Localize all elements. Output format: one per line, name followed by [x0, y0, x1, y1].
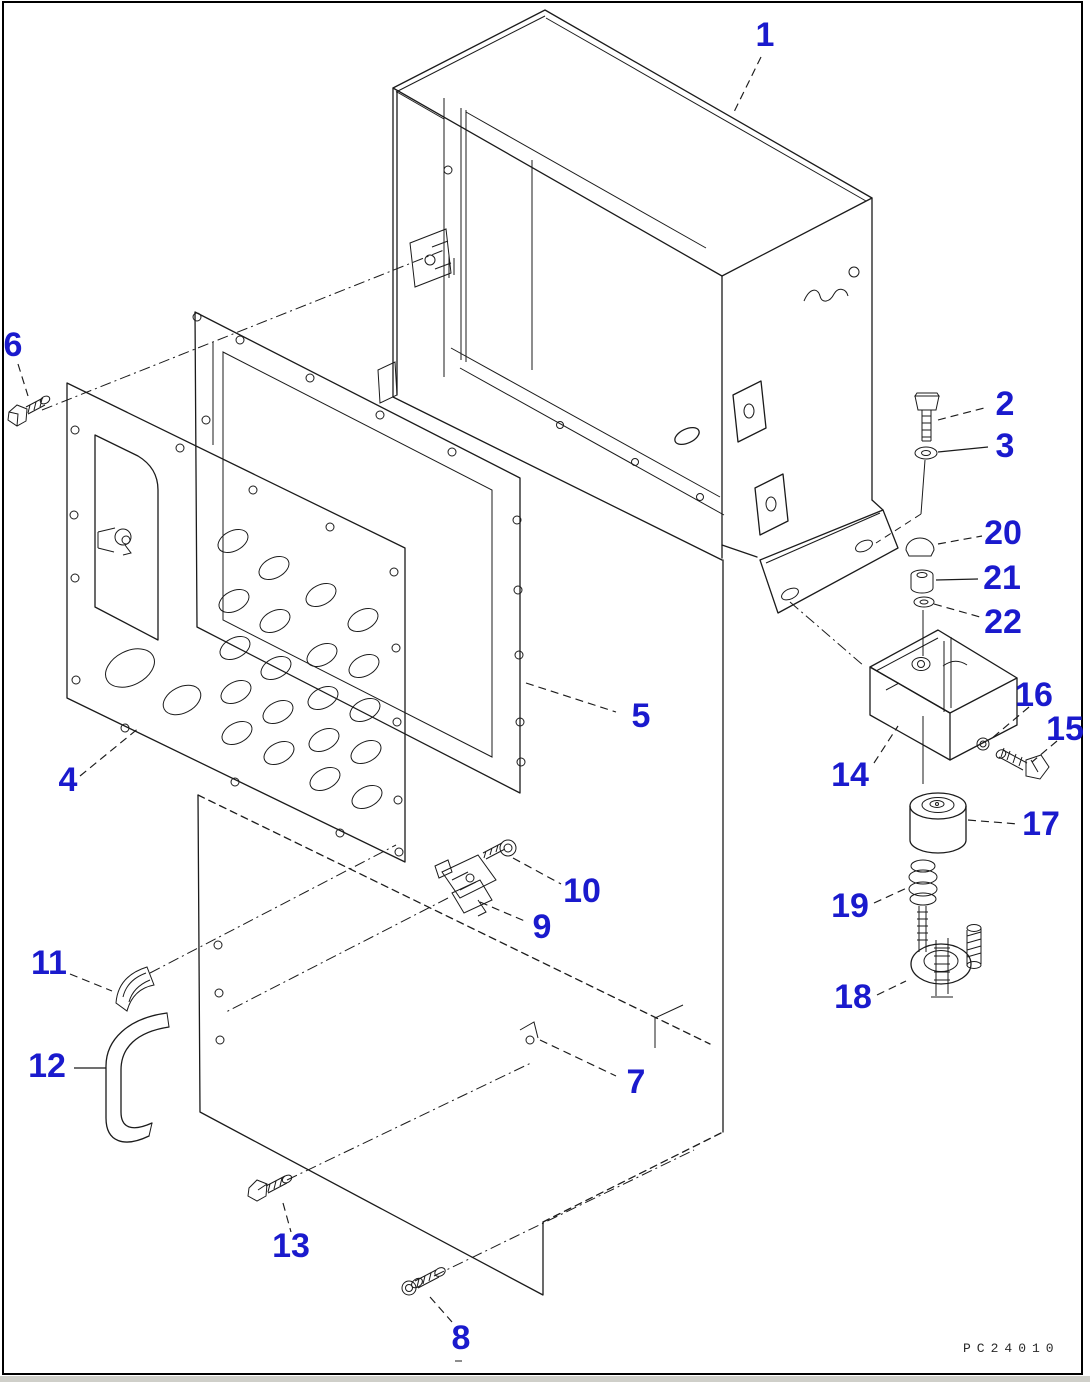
- part-label-20: 20: [984, 514, 1022, 552]
- part-label-2: 2: [995, 385, 1015, 423]
- part-label-22: 22: [984, 603, 1022, 641]
- part-label-5: 5: [631, 697, 651, 735]
- part-label-9: 9: [532, 908, 552, 946]
- drawing-code: PC24010: [963, 1341, 1060, 1356]
- part-label-17: 17: [1022, 805, 1060, 843]
- part-label-15: 15: [1046, 710, 1084, 748]
- part-label-6: 6: [3, 326, 23, 364]
- part-label-19: 19: [831, 887, 869, 925]
- part-label-4: 4: [58, 761, 78, 799]
- part-label-8: 8: [451, 1319, 471, 1357]
- part-label-11: 11: [31, 944, 67, 982]
- part-label-16: 16: [1015, 676, 1053, 714]
- part-label-1: 1: [755, 16, 775, 54]
- part-label-14: 14: [831, 756, 869, 794]
- part-label-21: 21: [983, 559, 1021, 597]
- part-label-3: 3: [995, 427, 1015, 465]
- part-label-12: 12: [28, 1047, 66, 1085]
- part-label-7: 7: [626, 1063, 646, 1101]
- part-label-10: 10: [563, 872, 601, 910]
- part-label-13: 13: [272, 1227, 310, 1265]
- part-label-18: 18: [834, 978, 872, 1016]
- page-border-frame: [0, 2, 1090, 1382]
